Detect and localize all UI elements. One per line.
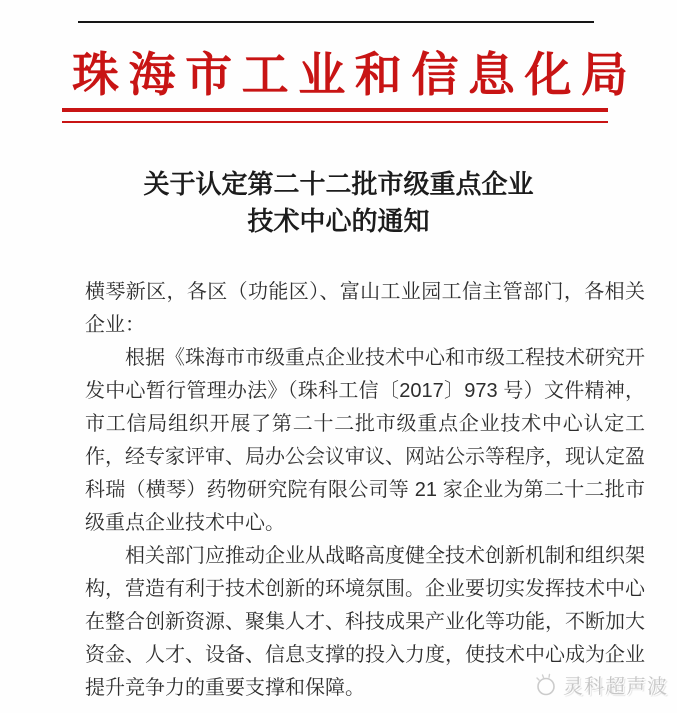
header-double-rule <box>62 108 608 123</box>
notice-title-line1: 关于认定第二十二批市级重点企业 <box>143 169 534 199</box>
watermark-label: 灵科超声波 <box>563 676 668 698</box>
body-paragraph-2: 相关部门应推动企业从战略高度健全技术创新机制和组织架构，营造有利于技术创新的环境氛围。企业要切实发挥技术中心在整合创新资源、聚集人才、科技成果产业化等功能，不断加大资金、人才、设备、信息支撑的投入力度，使技术中心成为企业提升竞争力的重要支撑和保障。 <box>85 545 645 699</box>
watermark <box>533 670 668 699</box>
salutation: 横琴新区，各区（功能区）、富山工业园工信主管部门，各相关企业： <box>85 281 645 336</box>
header-top-rule <box>78 21 594 23</box>
notice-body <box>85 276 645 705</box>
lingke-logo-icon <box>533 672 558 697</box>
notice-title-line2: 技术中心的通知 <box>247 206 430 236</box>
body-paragraph-1: 根据《珠海市市级重点企业技术中心和市级工程技术研究开发中心暂行管理办法》（珠科工信〔2017〕973 号）文件精神，市工信局组织开展了第二十二批市级重点企业技术中心认定工作，经专家评审、局办公会议审议、网站公示等程序，现认定盈科瑞（横琴）药物研究院有限公司等 21 家企业为第二十二批市级重点企业技术中心。 <box>85 347 645 534</box>
notice-title <box>0 166 677 240</box>
agency-name: 珠海市工业和信息化局 <box>72 50 628 102</box>
